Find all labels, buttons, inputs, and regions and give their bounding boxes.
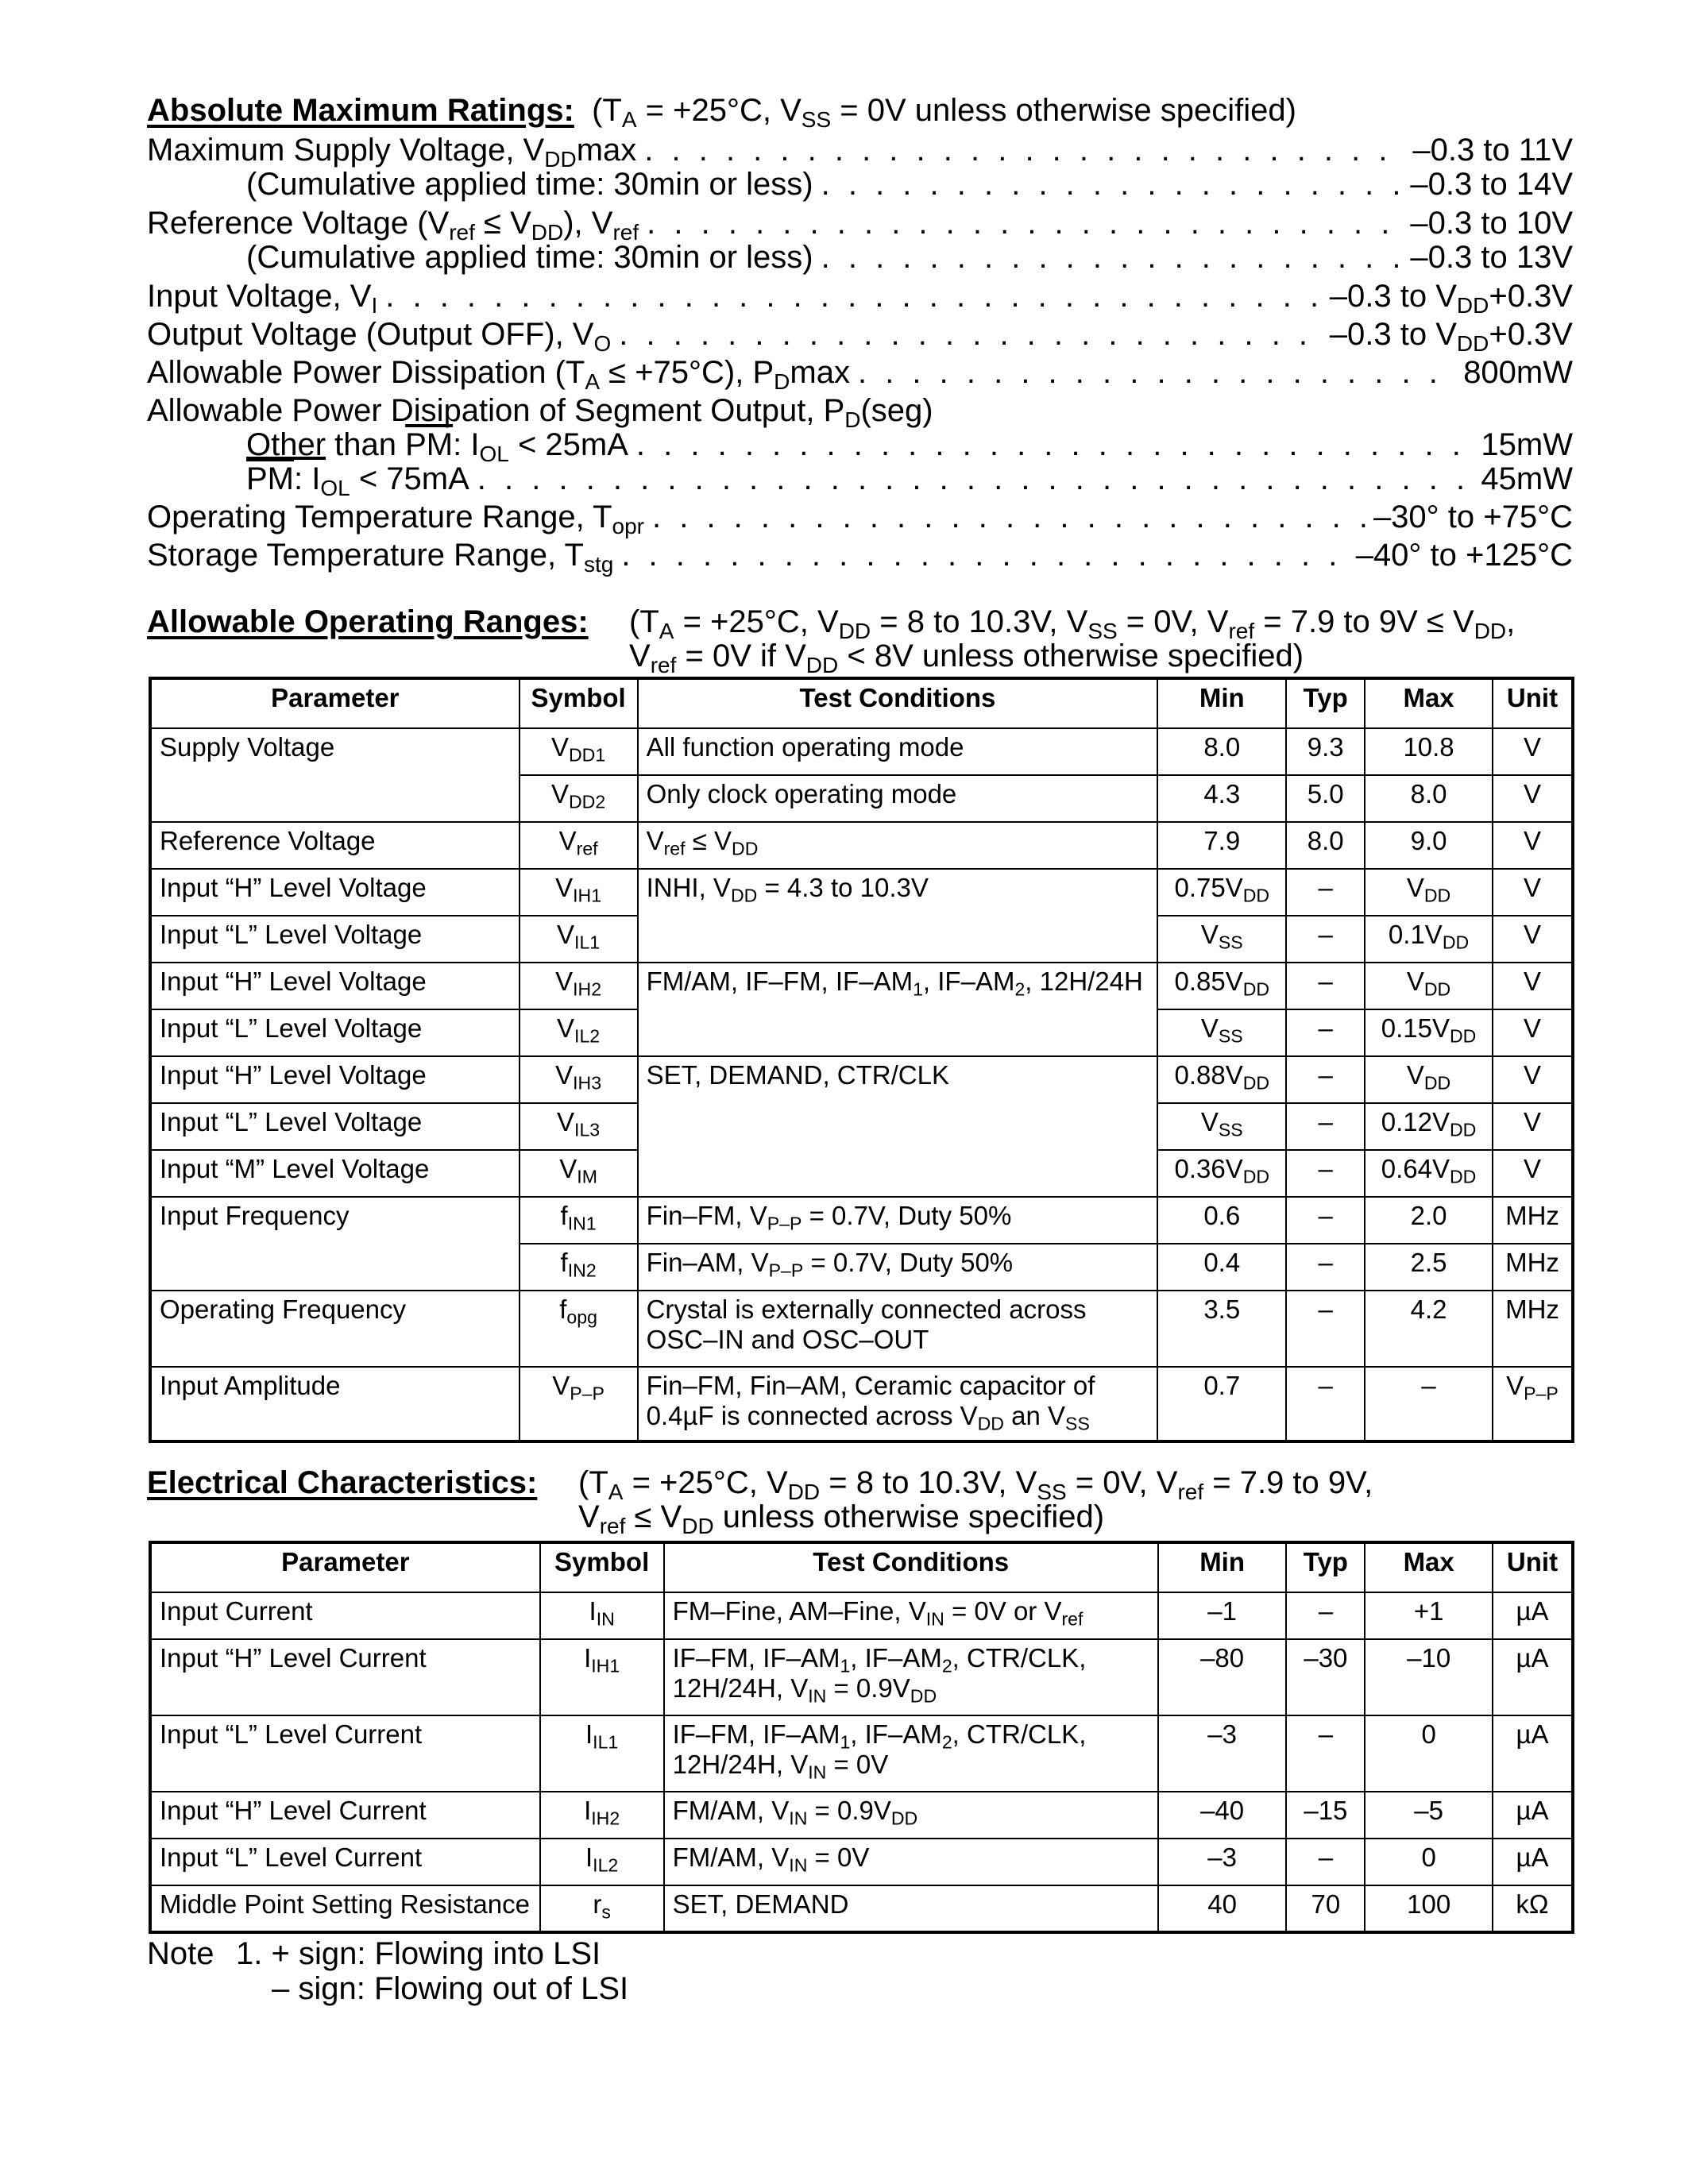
rating-row: $\overline{PM}$: $I_{OL} < 75mA$ . . . 45mW bbox=[246, 460, 1573, 498]
symbol-cell: $V_{ref}$ bbox=[520, 822, 638, 869]
param-cell: Input “L” Level Voltage bbox=[150, 1103, 520, 1150]
unit-cell: V bbox=[1493, 1150, 1573, 1197]
max-cell: –5 bbox=[1365, 1792, 1493, 1839]
max-cell: $0.1V_{DD}$ bbox=[1365, 916, 1493, 963]
symbol-cell: $I_{IL1}$ bbox=[540, 1715, 664, 1792]
max-cell: 8.0 bbox=[1365, 775, 1493, 822]
table-row bbox=[150, 916, 1573, 963]
param-cell: Input “H” Level Voltage bbox=[150, 963, 520, 1009]
typ-cell: 5.0 bbox=[1286, 775, 1365, 822]
col-header: Min bbox=[1157, 678, 1286, 728]
unit-cell: µA bbox=[1493, 1715, 1573, 1792]
min-cell: –3 bbox=[1158, 1715, 1287, 1792]
unit-cell: µA bbox=[1493, 1839, 1573, 1885]
max-cell: $0.12V_{DD}$ bbox=[1365, 1103, 1493, 1150]
param-cell: Input “L” Level Voltage bbox=[150, 916, 520, 963]
typ-cell: – bbox=[1286, 1244, 1365, 1291]
col-header: Max bbox=[1365, 1542, 1493, 1592]
cond-cell: SET, DEMAND, CTR/CLK bbox=[638, 1056, 1158, 1197]
unit-cell: µA bbox=[1493, 1792, 1573, 1839]
table-row bbox=[150, 728, 1573, 775]
min-cell: $V_{SS}$ bbox=[1157, 1009, 1286, 1056]
col-header: Typ bbox=[1286, 1542, 1365, 1592]
rating-row: Output Voltage (Output OFF), $V_O$ . . . –0.3 to $V_{DD}+0.3V$ bbox=[147, 315, 1573, 353]
max-cell: $V_{DD}$ bbox=[1365, 1056, 1493, 1103]
col-header: Typ bbox=[1286, 678, 1365, 728]
leader-dots bbox=[385, 277, 1322, 315]
rating-row: Maximum Supply Voltage, $V_{DD}\max$ . . . –0.3 to 11V bbox=[147, 131, 1573, 169]
cond-cell: Only clock operating mode bbox=[638, 775, 1158, 822]
typ-cell: 70 bbox=[1286, 1885, 1365, 1932]
param-cell: Input Amplitude bbox=[150, 1367, 520, 1441]
typ-cell: – bbox=[1286, 963, 1365, 1009]
param-cell: Input “H” Level Current bbox=[150, 1792, 540, 1839]
min-cell: 0.7 bbox=[1157, 1367, 1286, 1441]
rating-value: –0.3 to 11V bbox=[1412, 133, 1573, 168]
max-cell: $0.64V_{DD}$ bbox=[1365, 1150, 1493, 1197]
rating-row: (Cumulative applied time: 30min or less) . . . –0.3 to 13V bbox=[246, 238, 1573, 276]
leader-dots bbox=[477, 460, 1474, 498]
unit-cell: V bbox=[1493, 916, 1573, 963]
min-cell: –40 bbox=[1158, 1792, 1287, 1839]
symbol-cell: $V_{IH2}$ bbox=[520, 963, 638, 1009]
min-cell: –80 bbox=[1158, 1639, 1287, 1715]
max-cell: – bbox=[1365, 1367, 1493, 1441]
leader-dots bbox=[636, 426, 1474, 464]
table-row bbox=[150, 1291, 1573, 1367]
unit-cell: MHz bbox=[1493, 1291, 1573, 1367]
min-cell: –1 bbox=[1158, 1592, 1287, 1639]
min-cell: 0.6 bbox=[1157, 1197, 1286, 1244]
col-header: Min bbox=[1158, 1542, 1287, 1592]
typ-cell: – bbox=[1286, 1367, 1365, 1441]
cond-cell-empty bbox=[638, 916, 1158, 963]
param-cell: Middle Point Setting Resistance bbox=[150, 1885, 540, 1932]
table-row bbox=[150, 1056, 1573, 1103]
typ-cell: – bbox=[1286, 1056, 1365, 1103]
leader-dots bbox=[647, 204, 1402, 242]
max-cell: $V_{DD}$ bbox=[1365, 963, 1493, 1009]
abs-max-header bbox=[147, 91, 1296, 132]
table-row bbox=[150, 1197, 1573, 1244]
note-label: Note bbox=[147, 1936, 214, 1971]
max-cell: $0.15V_{DD}$ bbox=[1365, 1009, 1493, 1056]
ec-header bbox=[147, 1464, 537, 1502]
cond-cell-empty bbox=[638, 1009, 1158, 1056]
cond-cell: Crystal is externally connected across OSC–IN and OSC–OUT bbox=[638, 1291, 1158, 1367]
max-cell: 0 bbox=[1365, 1715, 1493, 1792]
abs-max-title: Absolute Maximum Ratings: bbox=[147, 93, 574, 128]
max-cell: 4.2 bbox=[1365, 1291, 1493, 1367]
symbol-cell: $V_{IH3}$ bbox=[520, 1056, 638, 1103]
min-cell: $0.88V_{DD}$ bbox=[1157, 1056, 1286, 1103]
typ-cell: – bbox=[1286, 1009, 1365, 1056]
table-header-row bbox=[150, 678, 1573, 728]
rating-value: –40° to +125°C bbox=[1355, 538, 1573, 573]
typ-cell: – bbox=[1286, 1291, 1365, 1367]
table-header-row bbox=[150, 1542, 1573, 1592]
aor-header bbox=[147, 603, 589, 641]
table-row bbox=[150, 1367, 1573, 1441]
max-cell: $V_{DD}$ bbox=[1365, 869, 1493, 916]
cond-cell: INHI, $V_{DD} = 4.3$ to 10.3V bbox=[638, 869, 1158, 916]
rating-value: 800mW bbox=[1463, 355, 1573, 390]
cond-cell: SET, DEMAND bbox=[664, 1885, 1158, 1932]
rating-value: 45mW bbox=[1481, 461, 1573, 496]
typ-cell: – bbox=[1286, 916, 1365, 963]
unit-cell: µA bbox=[1493, 1639, 1573, 1715]
typ-cell: – bbox=[1286, 1592, 1365, 1639]
unit-cell: V bbox=[1493, 1103, 1573, 1150]
typ-cell: 8.0 bbox=[1286, 822, 1365, 869]
unit-cell: µA bbox=[1493, 1592, 1573, 1639]
table-row bbox=[150, 822, 1573, 869]
ec-table bbox=[149, 1541, 1574, 1934]
rating-row: Allowable Power Dissipation $(T_A \le +75^\circ C)$, $P_D\max$ . . . 800mW bbox=[147, 353, 1573, 392]
unit-cell: V bbox=[1493, 963, 1573, 1009]
leader-dots bbox=[821, 165, 1403, 203]
cond-cell: All function operating mode bbox=[638, 728, 1158, 775]
table-row bbox=[150, 1009, 1573, 1056]
rating-row: Input Voltage, $V_I$ . . . –0.3 to $V_{DD}+0.3V$ bbox=[147, 277, 1573, 315]
param-cell: Reference Voltage bbox=[150, 822, 520, 869]
param-cell: Input “L” Level Voltage bbox=[150, 1009, 520, 1056]
cond-cell: $V_{ref} \le V_{DD}$ bbox=[638, 822, 1158, 869]
col-header: Test Conditions bbox=[638, 678, 1158, 728]
ec-title: Electrical Characteristics: bbox=[147, 1465, 538, 1500]
leader-dots bbox=[621, 536, 1347, 574]
symbol-cell: $V_{IL3}$ bbox=[520, 1103, 638, 1150]
col-header: Parameter bbox=[150, 678, 520, 728]
table-row bbox=[150, 1715, 1573, 1792]
param-cell: Operating Frequency bbox=[150, 1291, 520, 1367]
typ-cell: –15 bbox=[1286, 1792, 1365, 1839]
typ-cell: –30 bbox=[1286, 1639, 1365, 1715]
max-cell: 2.5 bbox=[1365, 1244, 1493, 1291]
param-cell: Input “H” Level Voltage bbox=[150, 869, 520, 916]
max-cell: –10 bbox=[1365, 1639, 1493, 1715]
table-row bbox=[150, 1885, 1573, 1932]
rating-value: –0.3 to 14V bbox=[1410, 167, 1573, 202]
unit-cell: MHz bbox=[1493, 1197, 1573, 1244]
unit-cell: V bbox=[1493, 775, 1573, 822]
param-cell: Input “H” Level Voltage bbox=[150, 1056, 520, 1103]
symbol-cell: $V_{IH1}$ bbox=[520, 869, 638, 916]
param-cell: Input “M” Level Voltage bbox=[150, 1150, 520, 1197]
col-header: Unit bbox=[1493, 1542, 1573, 1592]
unit-cell: V bbox=[1493, 728, 1573, 775]
rating-value: –0.3 to $V_{DD}+0.3V$ bbox=[1329, 279, 1573, 318]
leader-dots bbox=[821, 238, 1403, 276]
cond-cell: IF–FM, $IF-AM_1$, $IF-AM_2$, CTR/CLK, 12H/24H, $V_{IN} = 0.9V_{DD}$ bbox=[664, 1639, 1158, 1715]
param-cell: Input Current bbox=[150, 1592, 540, 1639]
typ-cell: – bbox=[1286, 869, 1365, 916]
unit-cell: V bbox=[1493, 869, 1573, 916]
cond-cell: FM/AM, $V_{IN} = 0V$ bbox=[664, 1839, 1158, 1885]
cond-cell: Fin–FM, Fin–AM, Ceramic capacitor of 0.4µF is connected across $V_{DD}$ an $V_{SS}$ bbox=[638, 1367, 1158, 1441]
typ-cell: – bbox=[1286, 1103, 1365, 1150]
max-cell: 9.0 bbox=[1365, 822, 1493, 869]
symbol-cell: $f_{opg}$ bbox=[520, 1291, 638, 1367]
symbol-cell: $f_{IN1}$ bbox=[520, 1197, 638, 1244]
cond-cell: FM/AM, IF–FM, $IF-AM_1$, $IF-AM_2$, 12H/24H bbox=[638, 963, 1158, 1009]
typ-cell: – bbox=[1286, 1197, 1365, 1244]
max-cell: 100 bbox=[1365, 1885, 1493, 1932]
leader-dots bbox=[652, 498, 1365, 536]
max-cell: 2.0 bbox=[1365, 1197, 1493, 1244]
unit-cell: $V_{P-P}$ bbox=[1493, 1367, 1573, 1441]
symbol-cell: $V_{IL1}$ bbox=[520, 916, 638, 963]
aor-conditions-line2: $V_{ref} = 0V$ if $V_{DD} < 8V$ unless otherwise specified) bbox=[629, 639, 1304, 677]
param-cell: Input “H” Level Current bbox=[150, 1639, 540, 1715]
cond-cell: FM/AM, $V_{IN} = 0.9V_{DD}$ bbox=[664, 1792, 1158, 1839]
rating-row: Other than $\overline{PM}$: $I_{OL} < 25mA$ . . . 15mW bbox=[246, 426, 1573, 464]
symbol-cell: $I_{IN}$ bbox=[540, 1592, 664, 1639]
aor-title: Allowable Operating Ranges: bbox=[147, 604, 589, 639]
min-cell: $0.36V_{DD}$ bbox=[1157, 1150, 1286, 1197]
table-row bbox=[150, 1839, 1573, 1885]
symbol-cell: $V_{DD1}$ bbox=[520, 728, 638, 775]
cond-cell: IF–FM, $IF-AM_1$, $IF-AM_2$, CTR/CLK, 12H/24H, $V_{IN} = 0V$ bbox=[664, 1715, 1158, 1792]
rating-value: –0.3 to $V_{DD}+0.3V$ bbox=[1329, 317, 1573, 356]
unit-cell: V bbox=[1493, 1009, 1573, 1056]
typ-cell: 9.3 bbox=[1286, 728, 1365, 775]
cond-cell: FM–Fine, AM–Fine, $V_{IN} = 0V$ or $V_{ref}$ bbox=[664, 1592, 1158, 1639]
col-header: Parameter bbox=[150, 1542, 540, 1592]
col-header: Max bbox=[1365, 678, 1493, 728]
symbol-cell: $V_{DD2}$ bbox=[520, 775, 638, 822]
table-row bbox=[150, 963, 1573, 1009]
symbol-cell: $f_{IN2}$ bbox=[520, 1244, 638, 1291]
rating-value: –30° to +75°C bbox=[1373, 500, 1573, 534]
symbol-cell: $V_{IL2}$ bbox=[520, 1009, 638, 1056]
table-row bbox=[150, 1592, 1573, 1639]
table-row bbox=[150, 1639, 1573, 1715]
min-cell: 3.5 bbox=[1157, 1291, 1286, 1367]
aor-conditions-line1: ($T_A = +25^\circ C$, $V_{DD} = 8$ to 10.3V, $V_{SS} = 0V$, $V_{ref} = 7.9$ to $9V \le V_{DD}$, bbox=[629, 604, 1516, 643]
param-cell: Input “L” Level Current bbox=[150, 1839, 540, 1885]
param-cell: Input Frequency bbox=[150, 1197, 520, 1291]
col-header: Symbol bbox=[520, 678, 638, 728]
symbol-cell: $V_{P-P}$ bbox=[520, 1367, 638, 1441]
min-cell: –3 bbox=[1158, 1839, 1287, 1885]
rating-row: Operating Temperature Range, $T_{opr}$ . . . –30° to +75°C bbox=[147, 498, 1573, 536]
rating-row: Storage Temperature Range, $T_{stg}$ . . . –40° to +125°C bbox=[147, 536, 1573, 574]
min-cell: $V_{SS}$ bbox=[1157, 1103, 1286, 1150]
min-cell: $0.85V_{DD}$ bbox=[1157, 963, 1286, 1009]
leader-dots bbox=[644, 131, 1404, 169]
max-cell: 0 bbox=[1365, 1839, 1493, 1885]
leader-dots bbox=[858, 353, 1455, 392]
unit-cell: kΩ bbox=[1493, 1885, 1573, 1932]
rating-row: Reference Voltage $(V_{ref} \le V_{DD})$, $V_{ref}$ . . . –0.3 to 10V bbox=[147, 204, 1573, 242]
symbol-cell: $r_s$ bbox=[540, 1885, 664, 1932]
rating-value: –0.3 to 13V bbox=[1410, 240, 1573, 275]
ec-conditions-line2: $V_{ref} \le V_{DD}$ unless otherwise specified) bbox=[578, 1499, 1105, 1538]
note-line-2: – sign: Flowing out of LSI bbox=[272, 1971, 629, 2006]
max-cell: 10.8 bbox=[1365, 728, 1493, 775]
typ-cell: – bbox=[1286, 1839, 1365, 1885]
rating-row: (Cumulative applied time: 30min or less) . . . –0.3 to 14V bbox=[246, 165, 1573, 203]
rating-value: –0.3 to 10V bbox=[1410, 206, 1573, 241]
symbol-cell: $I_{IH2}$ bbox=[540, 1792, 664, 1839]
min-cell: 7.9 bbox=[1157, 822, 1286, 869]
symbol-cell: $V_{IM}$ bbox=[520, 1150, 638, 1197]
table-row bbox=[150, 869, 1573, 916]
note-line-1: 1. + sign: Flowing into LSI bbox=[236, 1936, 601, 1971]
min-cell: 4.3 bbox=[1157, 775, 1286, 822]
unit-cell: MHz bbox=[1493, 1244, 1573, 1291]
unit-cell: V bbox=[1493, 822, 1573, 869]
min-cell: 8.0 bbox=[1157, 728, 1286, 775]
rating-value: 15mW bbox=[1481, 427, 1573, 462]
col-header: Symbol bbox=[540, 1542, 664, 1592]
table-row bbox=[150, 1792, 1573, 1839]
typ-cell: – bbox=[1286, 1150, 1365, 1197]
leader-dots bbox=[619, 315, 1322, 353]
ec-conditions-line1: ($T_A = +25^\circ C$, $V_{DD} = 8$ to 10.3V, $V_{SS} = 0V$, $V_{ref} = 7.9$ to 9V, bbox=[578, 1465, 1373, 1504]
max-cell: +1 bbox=[1365, 1592, 1493, 1639]
symbol-cell: $I_{IH1}$ bbox=[540, 1639, 664, 1715]
min-cell: 40 bbox=[1158, 1885, 1287, 1932]
col-header: Unit bbox=[1493, 678, 1573, 728]
min-cell: $V_{SS}$ bbox=[1157, 916, 1286, 963]
col-header: Test Conditions bbox=[664, 1542, 1158, 1592]
min-cell: 0.4 bbox=[1157, 1244, 1286, 1291]
abs-max-conditions: ($T_A = +25^\circ C$, $V_{SS} = 0V$ unless otherwise specified) bbox=[592, 93, 1296, 132]
aor-table bbox=[149, 677, 1574, 1443]
param-cell: Supply Voltage bbox=[150, 728, 520, 822]
typ-cell: – bbox=[1286, 1715, 1365, 1792]
rating-row: Allowable Power Disipation of Segment Output, $P_D(seg)$ bbox=[147, 393, 933, 432]
symbol-cell: $I_{IL2}$ bbox=[540, 1839, 664, 1885]
min-cell: $0.75V_{DD}$ bbox=[1157, 869, 1286, 916]
cond-cell: Fin–FM, $V_{P-P} = 0.7V$, Duty 50% bbox=[638, 1197, 1158, 1244]
param-cell: Input “L” Level Current bbox=[150, 1715, 540, 1792]
unit-cell: V bbox=[1493, 1056, 1573, 1103]
cond-cell: Fin–AM, $V_{P-P} = 0.7V$, Duty 50% bbox=[638, 1244, 1158, 1291]
